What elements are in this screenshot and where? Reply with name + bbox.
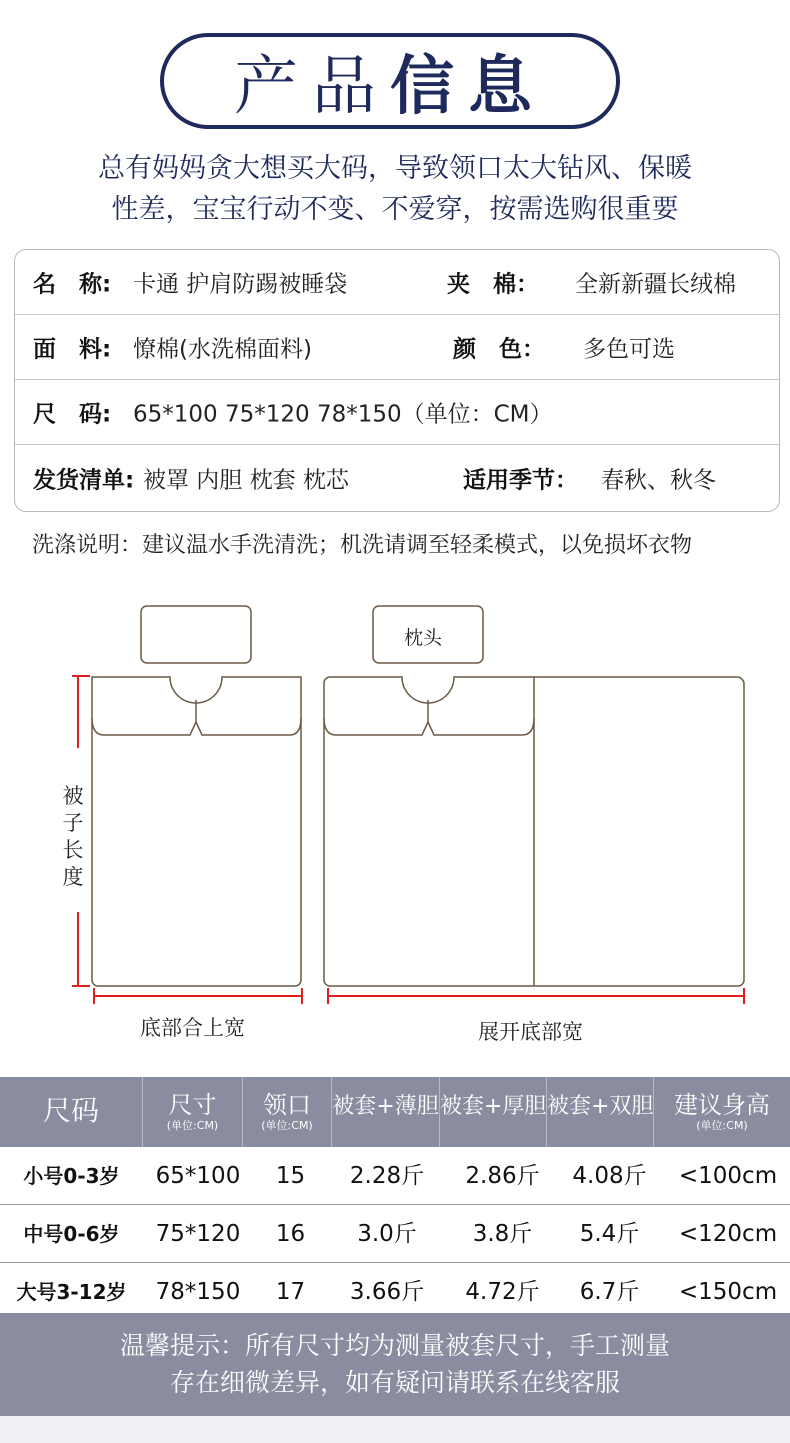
length-label-char: 度	[62, 865, 84, 889]
title-light: 产品	[234, 50, 390, 124]
pillow-label: 枕头	[404, 627, 443, 649]
table-cell: 3.0斤	[357, 1221, 417, 1247]
table-cell: 大号3-12岁	[16, 1280, 127, 1304]
notice-line-1: 温馨提示：所有尺寸均为测量被套尺寸，手工测量	[119, 1331, 670, 1360]
table-row	[0, 1147, 790, 1205]
subtitle-line-1: 总有妈妈贪大想买大码，导致领口太大钻风、保暖	[98, 153, 692, 184]
table-cell: 2.86斤	[465, 1163, 540, 1189]
table-cell: 15	[275, 1163, 306, 1189]
col-header-text: 领口	[263, 1091, 311, 1119]
col-header-collar	[243, 1077, 332, 1147]
info-row-name	[15, 250, 779, 315]
notice-banner	[0, 1313, 790, 1416]
table-cell: 4.72斤	[465, 1279, 540, 1305]
info-value: 全新新疆长绒棉	[575, 271, 736, 298]
col-header-text: 尺码	[42, 1094, 99, 1127]
table-cell: <150cm	[678, 1279, 778, 1305]
info-value: 多色可选	[583, 336, 675, 363]
bag-open-flap	[324, 718, 534, 735]
table-cell: 3.8斤	[472, 1221, 533, 1247]
col-header-text: 建议身高	[674, 1091, 770, 1119]
title-banner	[160, 33, 620, 129]
col-header-height	[654, 1077, 790, 1147]
col-header-double	[547, 1077, 654, 1147]
table-cell: 2.28斤	[349, 1163, 425, 1189]
table-row	[0, 1205, 790, 1263]
product-info-card	[14, 249, 780, 512]
col-header-dimensions	[143, 1077, 243, 1147]
sleeping-bag-diagram	[0, 590, 790, 1060]
table-cell: <120cm	[678, 1221, 778, 1247]
col-header-size-label	[0, 1077, 143, 1147]
col-header-unit: (单位:CM)	[261, 1119, 313, 1132]
table-cell: 65*100	[155, 1163, 241, 1189]
table-cell: 中号0-6岁	[23, 1222, 120, 1246]
table-cell: 3.66斤	[349, 1279, 425, 1305]
table-cell: 16	[275, 1221, 306, 1247]
info-row-fabric	[15, 315, 779, 380]
info-row-size	[15, 380, 779, 445]
pillow-left-shape	[141, 606, 251, 663]
open-width-label: 展开底部宽	[478, 1020, 583, 1044]
length-label-char: 被	[62, 784, 84, 808]
bottom-strip	[0, 1416, 790, 1443]
washing-instructions: 洗涤说明：建议温水手洗清洗；机洗请调至轻柔模式，以免损坏衣物	[32, 533, 693, 558]
col-header-unit: (单位:CM)	[166, 1119, 219, 1132]
info-key: 尺 码:	[33, 401, 112, 428]
col-header-unit: (单位:CM)	[696, 1119, 748, 1132]
length-label-char: 长	[62, 838, 84, 862]
bottom-width-label: 底部合上宽	[140, 1016, 245, 1040]
info-value: 65*100 75*120 78*150（单位：CM）	[133, 401, 553, 428]
info-key: 适用季节：	[463, 467, 578, 493]
table-cell: 17	[275, 1279, 306, 1305]
table-cell: 75*120	[155, 1221, 241, 1247]
title-bold: 信息	[390, 50, 546, 124]
info-value: 憭棉(水洗棉面料)	[133, 336, 312, 363]
info-value: 被罩 内胆 枕套 枕芯	[143, 467, 349, 493]
length-label-char: 子	[62, 811, 84, 835]
col-header-text: 尺寸	[168, 1091, 217, 1119]
info-key: 颜 色：	[453, 336, 545, 363]
col-header-text: 被套+双胆	[547, 1094, 654, 1119]
col-header-text: 被套+薄胆	[332, 1094, 439, 1119]
length-label	[60, 783, 86, 891]
info-key: 夹 棉：	[447, 271, 539, 298]
notice-line-2: 存在细微差异，如有疑问请联系在线客服	[169, 1368, 620, 1397]
table-cell: <100cm	[678, 1163, 778, 1189]
info-row-shipping	[15, 445, 779, 510]
col-header-thick	[440, 1077, 547, 1147]
table-cell: 78*150	[155, 1279, 241, 1305]
table-cell: 4.08斤	[572, 1163, 647, 1189]
size-table-header	[0, 1077, 790, 1147]
col-header-text: 被套+厚胆	[440, 1094, 547, 1119]
info-key: 面 料:	[33, 336, 112, 363]
info-key: 名 称:	[33, 271, 112, 298]
table-cell: 5.4斤	[579, 1221, 640, 1247]
page-title	[234, 35, 546, 127]
info-key: 发货清单:	[33, 467, 135, 493]
info-value: 春秋、秋冬	[601, 467, 716, 493]
table-cell: 6.7斤	[579, 1279, 640, 1305]
col-header-thin	[332, 1077, 440, 1147]
info-value: 卡通 护肩防踢被睡袋	[133, 271, 348, 298]
subtitle-line-2: 性差，宝宝行动不变、不爱穿，按需选购很重要	[111, 194, 679, 225]
table-cell: 小号0-3岁	[23, 1164, 120, 1188]
